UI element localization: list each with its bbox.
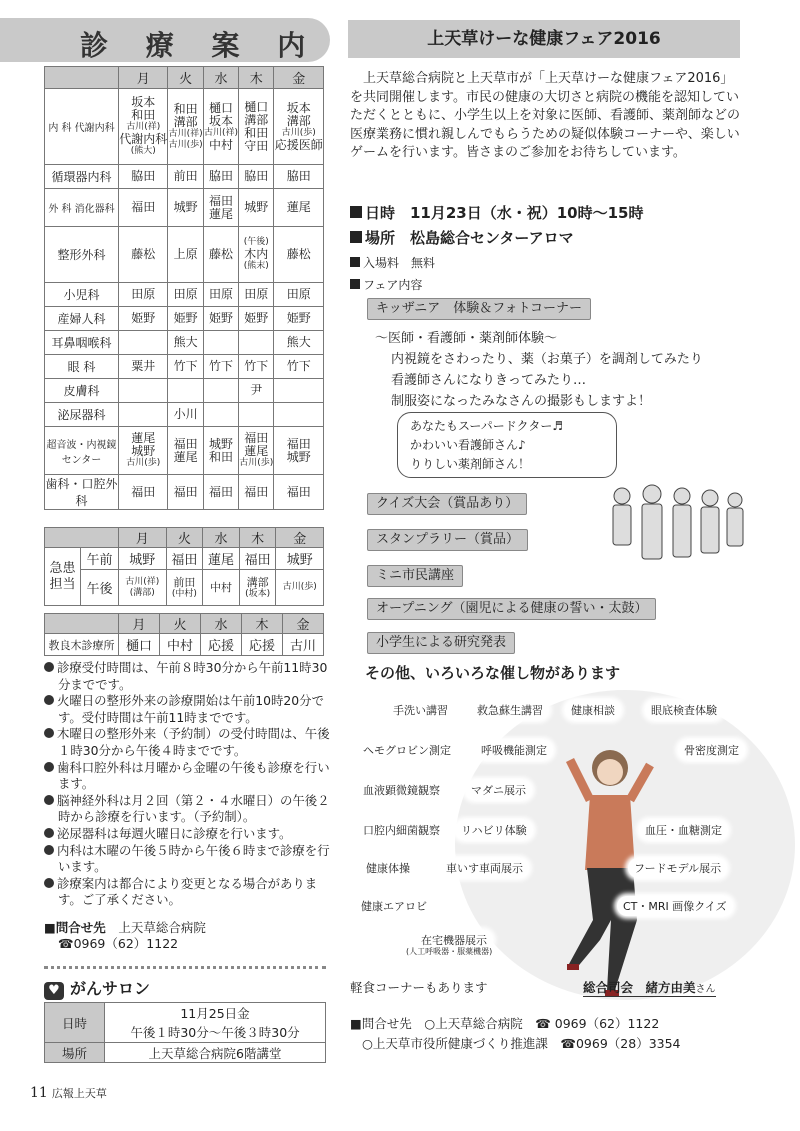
event-label: (人工呼吸器・服薬機器) — [406, 947, 493, 956]
schedule-cell — [119, 165, 168, 189]
cell-line: 古川(祥) — [168, 128, 203, 139]
event-label: 口腔内細菌観察 — [357, 820, 446, 840]
bullet-icon — [44, 828, 54, 838]
event-label: フードモデル展示 — [628, 858, 727, 878]
schedule-cell — [274, 403, 324, 427]
schedule-cell — [203, 227, 238, 283]
event-label: 健康エアロビ — [355, 896, 433, 916]
header-corner — [45, 528, 119, 548]
cell-line: 福田 — [131, 484, 156, 499]
dept-name: 皮膚科 — [45, 379, 119, 403]
bubble-line: かわいい看護師さん♪ — [410, 438, 526, 452]
day-header: 金 — [274, 67, 324, 89]
kids-experience-lines — [375, 328, 703, 412]
cell-line: 福田 — [131, 200, 156, 214]
am-label: 午前 — [81, 548, 119, 570]
dept-name: 眼 科 — [45, 355, 119, 379]
event-label: 眼底検査体験 — [645, 700, 723, 720]
dept-name: 内 科 代謝内科 — [45, 89, 119, 165]
day-header: 水 — [201, 614, 242, 634]
bubble-line: あなたもスーパードクター♬ — [410, 419, 564, 433]
schedule-cell — [239, 379, 274, 403]
dept-name: 超音波・内視鏡センター — [45, 427, 119, 475]
schedule-cell — [203, 307, 238, 331]
header-corner — [45, 67, 119, 89]
cell-line: 溝部 — [286, 113, 311, 128]
duty-am-cell: 城野 — [119, 548, 167, 570]
table-row — [45, 307, 324, 331]
kyo-dept: 教良木診療所 — [45, 634, 119, 656]
bullet-icon — [44, 762, 54, 772]
cell-line: 福田 — [208, 193, 233, 208]
event-label: 救急蘇生講習 — [471, 700, 549, 720]
day-header: 金 — [276, 528, 324, 548]
cell-line: 蓮尾 — [244, 444, 269, 458]
schedule-cell — [119, 89, 168, 165]
duty-am-cell: 福田 — [166, 548, 203, 570]
schedule-cell — [274, 283, 324, 307]
cell-line: 姫野 — [244, 311, 269, 325]
others-title: その他、いろいろな催し物があります — [365, 664, 621, 682]
cell-line: 蓮尾 — [173, 449, 198, 464]
cell-line: 坂本 — [286, 100, 311, 115]
schedule-cell — [274, 227, 324, 283]
cancer-salon-label: がんサロン — [70, 979, 151, 998]
cancer-salon-table — [44, 1002, 326, 1063]
cell-line: 古川(祥) — [125, 576, 160, 587]
dept-name: 小児科 — [45, 283, 119, 307]
day-header: 木 — [239, 67, 274, 89]
fair-place: 場所 松島総合センターアロマ — [350, 227, 574, 248]
cell-line: 樋口 — [208, 100, 233, 115]
cell-line: (午後) — [243, 237, 269, 247]
kids-line: 制服姿になったみなさんの撮影もしますよ！ — [391, 394, 652, 409]
page-number: 11 — [30, 1085, 48, 1101]
day-header: 月 — [119, 528, 167, 548]
schedule-cell — [203, 189, 238, 227]
kids-line: 看護師さんになりきってみたり… — [391, 373, 587, 388]
duty-label: 急患担当 — [45, 548, 81, 606]
header-corner — [45, 614, 119, 634]
contact-org: 上天草総合病院 — [118, 920, 206, 935]
cell-line: 尹 — [250, 383, 263, 397]
table-row — [45, 283, 324, 307]
schedule-cell — [274, 427, 324, 475]
cell-line: 古川(祥) — [126, 122, 161, 132]
food-corner-note: 軽食コーナーもあります — [350, 980, 488, 995]
cell-line: 藤松 — [208, 247, 233, 261]
cell-line: 姫野 — [208, 311, 233, 325]
day-header: 火 — [160, 614, 201, 634]
table-row — [45, 475, 324, 510]
cell-line: 脇田 — [208, 169, 233, 183]
event-label: 手洗い講習 — [387, 700, 454, 720]
dept-name: 歯科・口腔外科 — [45, 475, 119, 510]
cell-line: 脇田 — [244, 169, 269, 183]
cell-line: 福田 — [208, 484, 233, 499]
fair-contact-hospital: ■問合せ先 ○上天草総合病院 ☎ 0969（62）1122 — [350, 1016, 660, 1031]
fair-content-label: フェア内容 — [350, 276, 422, 293]
event-label: CT・MRI 画像クイズ — [617, 896, 733, 916]
place-label: 場所 — [45, 1043, 105, 1063]
bullet-icon — [44, 795, 54, 805]
fair-contact-city: ○上天草市役所健康づくり推進課 ☎0969（28）3354 — [362, 1036, 681, 1051]
event-label: 血圧・血糖測定 — [639, 820, 728, 840]
note-item: 泌尿器科は毎週火曜日に診療を行います。 — [44, 826, 334, 843]
cell-line: (溝部) — [129, 587, 155, 598]
table-row — [45, 89, 324, 165]
fair-item-box: オープニング（園児による健康の誓い・太鼓） — [367, 598, 656, 620]
table-row — [45, 331, 324, 355]
day-header: 水 — [203, 67, 238, 89]
schedule-cell — [168, 379, 203, 403]
cell-line: 福田 — [286, 436, 311, 451]
schedule-cell — [274, 475, 324, 510]
fair-contact — [350, 1014, 681, 1054]
clinic-guide-header — [0, 18, 330, 62]
cell-line: 藤松 — [131, 247, 156, 261]
fair-item-box: クイズ大会（賞品あり） — [367, 493, 527, 515]
cell-line: 田原 — [131, 287, 156, 301]
cell-line: 田原 — [173, 287, 198, 301]
event-label: 健康相談 — [565, 700, 621, 720]
schedule-cell — [239, 165, 274, 189]
square-bullet-icon — [350, 257, 360, 267]
schedule-cell — [239, 403, 274, 427]
cell-line: 田原 — [244, 287, 269, 301]
note-item: 木曜日の整形外来（予約制）の受付時間は、午後１時30分から午後４時までです。 — [44, 726, 334, 759]
schedule-cell — [239, 355, 274, 379]
pm-label: 午後 — [81, 570, 119, 606]
cell-line: 古川(歩) — [168, 139, 203, 150]
schedule-cell — [119, 283, 168, 307]
schedule-cell — [119, 189, 168, 227]
bullet-icon — [44, 845, 54, 855]
cell-line: 田原 — [286, 287, 311, 301]
fair-date: 日時 11月23日（水・祝）10時～15時 — [350, 202, 644, 223]
cell-line: 中村 — [209, 581, 232, 594]
square-bullet-icon — [350, 279, 360, 289]
cell-line: 坂本 — [131, 95, 156, 109]
square-bullet-icon — [350, 231, 362, 243]
cell-line: 城野 — [286, 449, 311, 464]
schedule-cell — [274, 331, 324, 355]
event-label: 骨密度測定 — [678, 740, 745, 760]
schedule-cell — [119, 379, 168, 403]
schedule-cell — [239, 331, 274, 355]
schedule-cell — [119, 331, 168, 355]
table-row — [45, 189, 324, 227]
fair-item-box: スタンプラリー（賞品） — [367, 529, 528, 551]
cell-line: 上原 — [173, 247, 198, 261]
mc-credit: 総合司会 緒方由美さん — [583, 980, 716, 995]
cell-line: 蓮尾 — [131, 431, 156, 445]
day-header: 金 — [283, 614, 324, 634]
note-item: 脳神経外科は月２回（第２・４水曜日）の午後２時から診療を行います。（予約制）。 — [44, 793, 334, 826]
kidzania-box: キッザニア 体験＆フォトコーナー — [367, 298, 591, 320]
day-header: 月 — [119, 614, 160, 634]
cell-line: 和田 — [208, 449, 233, 464]
table-row — [45, 355, 324, 379]
cell-line: 姫野 — [286, 311, 311, 325]
schedule-cell — [203, 427, 238, 475]
schedule-cell — [274, 89, 324, 165]
kyo-cell: 中村 — [160, 634, 201, 656]
speech-bubble — [397, 412, 617, 478]
cell-line: 蓮尾 — [286, 200, 311, 214]
cell-line: 熊大 — [286, 335, 311, 349]
contact-label: ■問合せ先 — [44, 920, 106, 935]
kyo-cell: 古川 — [283, 634, 324, 656]
schedule-cell — [239, 89, 274, 165]
duty-pm-cell — [166, 570, 203, 606]
salon-place: 上天草総合病院6階講堂 — [105, 1043, 326, 1063]
heart-icon: ♥ — [44, 982, 64, 1000]
event-label: 車いす車両展示 — [440, 858, 529, 878]
cell-line: 小川 — [173, 407, 198, 421]
cell-line: 姫野 — [131, 311, 156, 325]
cell-line: 和田 — [131, 108, 156, 122]
cell-line: 古川(祥) — [203, 127, 238, 138]
bullet-icon — [44, 662, 54, 672]
event-label: リハビリ体験 — [455, 820, 533, 840]
contact-tel: ☎0969（62）1122 — [58, 936, 179, 951]
fair-item-box: ミニ市民講座 — [367, 565, 463, 587]
day-header: 月 — [119, 67, 168, 89]
cell-line: 熊大 — [173, 335, 198, 349]
table-row — [45, 427, 324, 475]
day-header: 火 — [166, 528, 203, 548]
table-row — [45, 227, 324, 283]
clinic-schedule-table — [44, 66, 324, 510]
schedule-cell — [203, 331, 238, 355]
schedule-cell — [203, 283, 238, 307]
schedule-cell — [168, 89, 203, 165]
fair-item-box: 小学生による研究発表 — [367, 632, 515, 654]
cell-line: 福田 — [244, 484, 269, 499]
schedule-cell — [274, 165, 324, 189]
cell-line: 溝部 — [246, 575, 269, 589]
cell-line: 溝部 — [173, 114, 198, 129]
schedule-cell — [239, 189, 274, 227]
schedule-cell — [168, 307, 203, 331]
cell-line: 応援医師 — [274, 137, 323, 152]
schedule-cell — [274, 379, 324, 403]
schedule-cell — [239, 283, 274, 307]
schedule-cell — [168, 189, 203, 227]
dept-name: 循環器内科 — [45, 165, 119, 189]
cell-line: 和田 — [244, 125, 269, 140]
dept-name: 整形外科 — [45, 227, 119, 283]
schedule-cell — [203, 165, 238, 189]
schedule-cell — [119, 427, 168, 475]
note-item: 火曜日の整形外来の診療開始は午前10時20分です。受付時間は午前11時までです。 — [44, 693, 334, 726]
schedule-cell — [168, 475, 203, 510]
page-footer — [30, 1085, 107, 1101]
cell-line: (熊末) — [243, 261, 269, 271]
duty-am-cell: 蓮尾 — [203, 548, 240, 570]
event-label: 呼吸機能測定 — [475, 740, 553, 760]
schedule-cell — [203, 89, 238, 165]
cell-line: (中村) — [171, 588, 197, 599]
schedule-cell — [119, 475, 168, 510]
schedule-cell — [119, 355, 168, 379]
cell-line: 竹下 — [173, 359, 198, 373]
duty-am-cell: 城野 — [276, 548, 324, 570]
schedule-cell — [203, 403, 238, 427]
note-item: 診療案内は都合により変更となる場合があります。ご了承ください。 — [44, 876, 334, 909]
notes-list — [44, 660, 334, 909]
schedule-cell — [203, 379, 238, 403]
duty-pm-cell — [276, 570, 324, 606]
schedule-cell — [119, 403, 168, 427]
schedule-cell — [119, 227, 168, 283]
duty-pm-cell — [119, 570, 167, 606]
cell-line: 中村 — [208, 137, 233, 152]
schedule-cell — [239, 307, 274, 331]
page-title: 診 療 案 内 — [80, 29, 320, 62]
contact-block — [44, 920, 206, 952]
table-row — [45, 165, 324, 189]
schedule-cell — [168, 227, 203, 283]
kyo-cell: 応援 — [242, 634, 283, 656]
note-item: 内科は木曜の午後５時から午後６時まで診療を行います。 — [44, 843, 334, 876]
cell-line: 田原 — [208, 287, 233, 301]
cell-line: 溝部 — [244, 112, 269, 127]
kids-line: ～医師・看護師・薬剤師体験～ — [375, 331, 558, 346]
cell-line: 守田 — [244, 138, 269, 153]
table-row — [45, 403, 324, 427]
cell-line: 代謝内科 — [119, 132, 168, 146]
cell-line: 蓮尾 — [208, 206, 233, 221]
day-header: 木 — [242, 614, 283, 634]
salon-time: 午後１時30分～午後３時30分 — [105, 1023, 326, 1043]
event-label: 在宅機器展示 — [415, 930, 493, 950]
kyo-cell: 樋口 — [119, 634, 160, 656]
cell-line: 木内 — [244, 247, 269, 261]
cell-line: 坂本 — [208, 113, 233, 128]
publication-name: 広報上天草 — [51, 1087, 107, 1100]
dept-name: 産婦人科 — [45, 307, 119, 331]
dept-name: 外 科 消化器科 — [45, 189, 119, 227]
cell-line: 福田 — [173, 436, 198, 451]
cell-line: 古川(歩) — [282, 582, 317, 592]
duty-am-cell: 福田 — [239, 548, 276, 570]
cell-line: 樋口 — [244, 99, 269, 114]
table-row — [45, 379, 324, 403]
cell-line: 粟井 — [131, 359, 156, 373]
schedule-cell — [274, 307, 324, 331]
cell-line: 前田 — [173, 575, 196, 589]
schedule-cell — [168, 427, 203, 475]
cell-line: (坂本) — [245, 588, 271, 599]
cell-line: 城野 — [131, 444, 156, 458]
dept-name: 耳鼻咽喉科 — [45, 331, 119, 355]
cell-line: 城野 — [173, 200, 198, 214]
schedule-cell — [168, 355, 203, 379]
fair-intro: 上天草総合病院と上天草市が「上天草けーな健康フェア2016」を共同開催します。市民の健康の大切さと病院の機能を認知していただくとともに、小学生以上を対象に医師、看護師、薬剤師などの医療業務に慣れ親しんでもらうための疑似体験コーナーや、楽しいゲームを行います。皆さまのご参加をお待ちしています。 — [350, 71, 741, 160]
schedule-cell — [239, 427, 274, 475]
cell-line: 姫野 — [173, 311, 198, 325]
cell-line: 和田 — [173, 101, 198, 116]
day-header: 水 — [203, 528, 240, 548]
left-column — [0, 0, 335, 1131]
cell-line: 福田 — [244, 431, 269, 445]
day-header: 木 — [239, 528, 276, 548]
schedule-cell — [168, 331, 203, 355]
cell-line: 脇田 — [131, 169, 156, 183]
duty-pm-cell — [203, 570, 240, 606]
kids-line: 内視鏡をさわったり、薬（お菓子）を調剤してみたり — [391, 352, 703, 367]
schedule-cell — [274, 355, 324, 379]
cell-line: 藤松 — [286, 247, 311, 261]
schedule-cell — [274, 189, 324, 227]
event-label: ヘモグロビン測定 — [357, 740, 457, 760]
event-label: マダニ展示 — [465, 780, 532, 800]
cell-line: 前田 — [173, 169, 198, 183]
schedule-cell — [203, 475, 238, 510]
cell-line: 城野 — [208, 436, 233, 451]
fair-title: 上天草けーな健康フェア2016 — [348, 20, 740, 58]
dept-name: 泌尿器科 — [45, 403, 119, 427]
square-bullet-icon — [350, 206, 362, 218]
fair-fee: 入場料 無料 — [350, 254, 435, 271]
schedule-cell — [239, 475, 274, 510]
cell-line: 古川(歩) — [239, 458, 274, 468]
cell-line: (熊大) — [130, 146, 156, 156]
bullet-icon — [44, 878, 54, 888]
schedule-cell — [168, 283, 203, 307]
day-header: 火 — [168, 67, 203, 89]
note-item: 歯科口腔外科は月曜から金曜の午後も診療を行います。 — [44, 760, 334, 793]
cell-line: 古川(歩) — [281, 127, 316, 138]
emergency-duty-table — [44, 527, 324, 606]
salon-date: 11月25日金 — [105, 1003, 326, 1023]
schedule-cell — [168, 165, 203, 189]
cell-line: 竹下 — [208, 359, 233, 373]
cell-line: 城野 — [244, 200, 269, 214]
medical-staff-illustration — [607, 482, 747, 582]
event-label: 血液顕微鏡観察 — [357, 780, 446, 800]
schedule-cell — [168, 403, 203, 427]
cell-line: 福田 — [173, 484, 198, 499]
bullet-icon — [44, 728, 54, 738]
kyoragi-clinic-table — [44, 613, 324, 656]
cell-line: 福田 — [286, 484, 311, 499]
date-label: 日時 — [45, 1003, 105, 1043]
note-item: 診療受付時間は、午前８時30分から午前11時30分までです。 — [44, 660, 334, 693]
cell-line: 竹下 — [286, 359, 311, 373]
event-label: 健康体操 — [360, 858, 416, 878]
kyo-cell: 応援 — [201, 634, 242, 656]
cell-line: 脇田 — [286, 169, 311, 183]
schedule-cell — [239, 227, 274, 283]
cell-line: 竹下 — [244, 359, 269, 373]
schedule-cell — [203, 355, 238, 379]
right-column — [345, 0, 800, 1131]
cancer-salon-title — [44, 976, 150, 1000]
bubble-line: りりしい薬剤師さん！ — [410, 457, 531, 471]
duty-pm-cell — [239, 570, 276, 606]
bullet-icon — [44, 695, 54, 705]
schedule-cell — [119, 307, 168, 331]
cell-line: 古川(歩) — [126, 458, 161, 468]
dotted-divider — [44, 966, 326, 969]
